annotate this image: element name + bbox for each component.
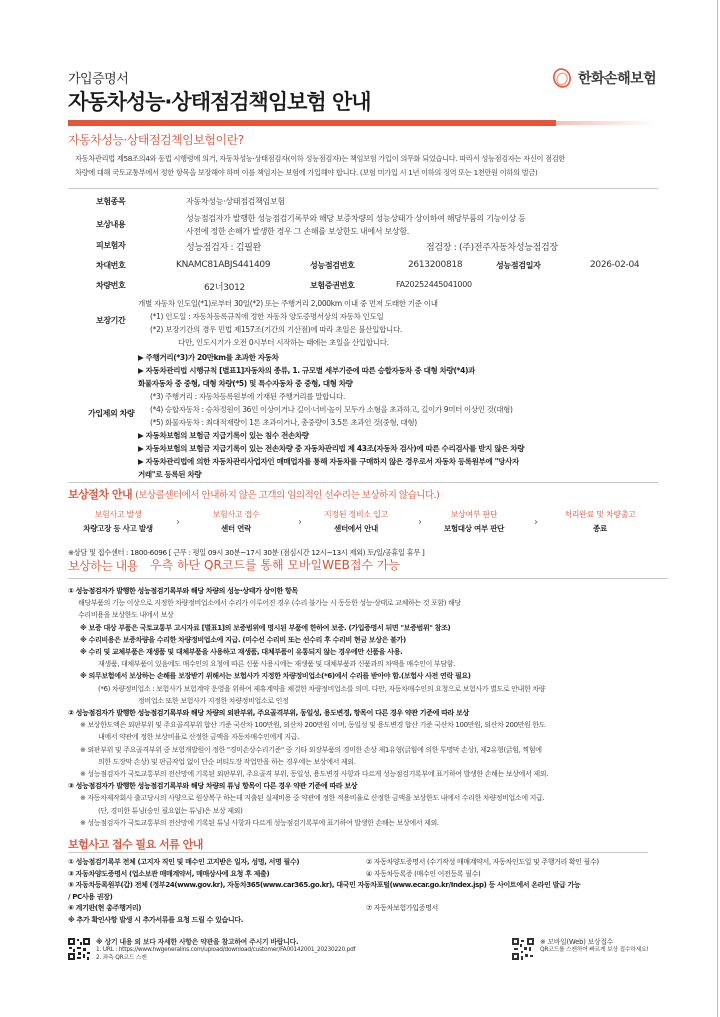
step-title: 보상여부 판단 (450, 510, 498, 519)
comp-line: ※ 보증 대상 부품은 국토교통부 고시자료 [별표1]의 보증범위에 명시된 부품에 한하여 보증. (가입증명서 뒤면 "보증범위" 참조) (80, 623, 451, 632)
doc-item: ⑤ 자동차등록원부(갑) 전체 (정부24(www.gov.kr), 자동차365(www.car365.go.kr), 대국민 자동차포털(www.ecar.go.kr/Index.jsp) 등 사이트에서 온라인 발급 가능 (68, 881, 581, 890)
doc-item: ⑥ 계기판(현 총주행거리) (68, 904, 142, 913)
comp-line: 정비업소 또한 보험사가 지정한 차량정비업소로 인정 (138, 696, 289, 705)
comp-line: 수리비용을 보상한도 내에서 보상 (78, 611, 174, 620)
comp-line: ※ 성능점검자가 국토교통부의 전산망에 기록된 튜닝 사항과 다르게 성능점검기록부에 표기하여 발생한 손해는 보상에서 제외. (80, 818, 439, 827)
step-sub: 차량고장 등 사고 발생 (83, 524, 153, 533)
footer-mobile (512, 938, 649, 960)
value-inspection-no: 2613200818 (408, 260, 463, 270)
qr-note: 우측 하단 QR코드를 통해 모바일WEB접수 가능 (150, 558, 401, 572)
chevron-right-icon: › (534, 517, 538, 528)
label-policy-no: 보험증권번호 (310, 281, 355, 290)
footer-qr-hint: 2. 좌측 QR코드 스캔 (96, 955, 147, 961)
procedure-title: 보상절차 안내 (68, 488, 133, 501)
doc-item: ② 자동차양도증명서 (수기작성 매매계약서, 자동차인도일 및 주행거리 확인 필수) (366, 858, 599, 866)
step-sub: 종료 (593, 524, 607, 533)
exclusion-line: 거래"로 등록된 차량 (138, 470, 202, 479)
header-accent-fade (556, 121, 656, 125)
value-plate: 62너3012 (204, 283, 245, 293)
chevron-right-icon: › (418, 517, 422, 528)
procedure-note: (보상콜센터에서 안내하지 않은 고객의 임의적인 선수리는 보상하지 않습니다.) (135, 490, 440, 501)
footer-terms (68, 938, 355, 962)
header-accent-bar (68, 120, 556, 126)
label-inspection-no: 성능점검번호 (310, 261, 355, 270)
period-line: 개별 자동차 인도일(*1)로부터 30일(*2) 또는 주행거리 2,000km 이내 중 먼저 도래한 기준 이내 (138, 299, 438, 308)
exclusion-line: 화물자동차 중 중형, 대형 차량(*5) 및 특수자동차 중 중형, 대형 차량 (138, 379, 353, 388)
step-4 (424, 509, 524, 534)
divider (68, 482, 658, 483)
footer-terms-text (96, 938, 355, 962)
doc-row (68, 903, 668, 915)
documents-list (68, 857, 668, 927)
value-inspection-date: 2026-02-04 (590, 260, 640, 270)
comp-line: ③ 성능점검자가 발행한 성능점검기록부와 해당 차량의 튜닝 항목이 다른 경우 약관 기준에 따라 보상 (68, 782, 358, 791)
exclusion-line: ▶ 자동차보험의 보험금 지급기록이 있는 침수 전손차량 (138, 431, 309, 440)
exclusion-line: (*3) 주행거리 : 자동차등록원부에 기재된 주행거리를 말합니다. (150, 392, 345, 401)
intro-line: 자동차관리법 제58조의4와 동법 시행령에 의거, 자동차성능·상태점검자(이하 성능점검자)는 책임보험 가입이 의무화 되었습니다. 따라서 성능점검자는 자신이 점검한 (75, 154, 566, 163)
intro-text (75, 152, 665, 180)
exclusion-line: ▶ 자동차보험의 보험금 지급기록이 있는 전손차량 중 자동차관리법 제 43조(자동차 검사)에 따른 수리검사를 받지 않은 차량 (138, 444, 525, 453)
comp-line: ※ 수리 및 교체부품은 재생품 및 대체부품을 사용하고 재생품, 대체부품이 유통되지 않는 경우에만 신품을 사용. (80, 648, 403, 657)
step-1 (68, 509, 168, 534)
exclusion-line: ▶ 자동차관리법 시행규칙 [별표1]자동차의 종류, 1. 규모별 세부기준에 따른 승합자동차 중 대형 차량(*4)과 (138, 366, 475, 375)
comp-line: ※ 성능점검자가 국토교통부의 전산망에 기록된 외판부위, 주요골격 부위, 동일성, 용도변경 사항과 다르게 성능점검기록부에 표기하여 발생한 손해는 보상에서 제외. (80, 770, 549, 779)
label-product: 보험종목 (96, 197, 126, 206)
label-exclusion: 가입제외 차량 (88, 409, 135, 418)
doc-row (68, 857, 668, 869)
comp-line: ※ 자동차제작회사 출고당시의 사양으로 원상복구 하는데 지출된 실제비용 중 약관에 정한 적용비율로 산정한 금액을 보상한도 내에서 수리한 차량정비업소에 지급. (80, 794, 545, 803)
divider (68, 852, 648, 853)
label-inspection-date: 성능점검일자 (496, 261, 541, 270)
scan-edge (717, 0, 718, 1017)
doc-row (68, 869, 668, 881)
contact-center: ※상담 및 접수센터 : 1800-6096 [ 근무 : 평일 09시 30분~17시 30분 (점심시간 12시~13시 제외) 토/일/공휴일 휴무 ] (68, 548, 425, 557)
step-title: 보험사고 발생 (94, 510, 142, 519)
step-2 (186, 509, 286, 534)
label-coverage: 보상내용 (96, 220, 126, 229)
chevron-right-icon: › (176, 517, 180, 528)
period-line: 다만, 인도시기가 오전 0시부터 시작하는 때에는 초일을 산입합니다. (178, 338, 389, 347)
intro-heading: 자동차성능·상태점검책임보험이란? (68, 133, 244, 147)
value-coverage (186, 212, 526, 238)
comp-line: ※ 외판부위 및 주요골격부위 중 보험개발원이 정한 "경미손상수리기준" 중 기타 외장부품의 경미한 손상 제1유형(긁힘에 의한 투명막 손상), 제2유형(긁힘, 찍힘에 (80, 745, 542, 754)
intro-line: 차량에 대해 국토교통부에서 정한 항목을 보장해야 하며 이를 책임지는 보험에 가입해야 합니다. (보험 미가입 시 1년 이하의 징역 또는 1천만원 이하의 벌금) (75, 168, 538, 177)
step-title: 보험사고 접수 (212, 510, 260, 519)
comp-line: ※ 보상한도액은 외판부위 및 주요골격부위 합산 기준 국산차 100만원, 외산차 200만원 이며, 동일성 및 용도변경 합산 기준 국산차 100만원, 외산차 200만원 한도 (80, 721, 546, 730)
period-text (138, 297, 438, 349)
company-name: 한화손해보험 (578, 71, 657, 87)
comp-line: ※ 의무보험에서 보상하는 손해를 보장받기 위해서는 보험사가 지정한 차량정비업소(*6)에서 수리를 받아야 함.(보험사 사전 연락 필요) (80, 672, 471, 681)
doc-note: ※ 추가 확인사항 발생 시 추가서류를 요청 드릴 수 있습니다. (68, 915, 244, 924)
label-vin: 차대번호 (96, 261, 126, 270)
terms-url-link[interactable]: 1. URL : https://www.hwgeneralins.com/upload/download/customer/FA00142001_20230220.pdf (96, 947, 356, 953)
exclusion-line: (*4) 승합자동차 : 승차정원이 36인 이상이거나 길이·너비·높이 모두가 소형을 초과하고, 길이가 9미터 이상인 것(대형) (150, 405, 513, 414)
comp-line: ① 성능점검자가 발행한 성능점검기록부와 해당 차량의 성능·상태가 상이한 항목 (68, 587, 298, 595)
qr-code-icon[interactable] (68, 938, 90, 960)
footer-terms-title: ※ 상기 내용 외 보다 자세한 사항은 약관을 참고하여 주시기 바랍니다. (96, 938, 299, 946)
compensation-heading: 보상하는 내용 (68, 559, 138, 573)
step-title: 처리완료 및 차량출고 (564, 510, 636, 519)
qr-code-icon[interactable] (512, 938, 534, 960)
exclusion-line: ▶ 주행거리(*3)가 20만km를 초과한 자동차 (138, 353, 279, 362)
company-logo (552, 68, 656, 88)
footer-mobile-title: ※ 모바일(Web) 보상접수 (540, 938, 614, 946)
value-product: 자동차성능·상태점검책임보험 (186, 197, 285, 206)
step-sub: 센터에서 안내 (334, 524, 378, 533)
step-3 (306, 509, 406, 534)
value-inspector: 성능점검자 : 김필완 (186, 243, 262, 253)
label-period: 보장기간 (96, 316, 126, 325)
value-vin: KNAMC81ABJS441409 (176, 260, 271, 270)
divider (68, 578, 668, 579)
comp-line: 재생품, 대체부품이 있음에도 매수인의 요청에 따른 신품 사용시에는 재생품 및 대체부품과 신품과의 차액을 매수인이 부담함. (98, 660, 456, 669)
exclusion-line: ▶ 자동차관리법에 의한 자동차관리사업자인 매매업자를 통해 자동차를 구매하지 않은 경우로서 자동차 등록원부에 "당사자 (138, 457, 519, 466)
value-station: 점검장 : (주)전주자동차성능점검장 (426, 243, 558, 253)
step-sub: 센터 연락 (220, 524, 252, 533)
exclusion-text (138, 351, 658, 481)
compensation-body (68, 585, 668, 829)
divider (68, 188, 658, 189)
chevron-right-icon: › (298, 517, 302, 528)
footer-mobile-text (540, 938, 649, 960)
procedure-steps (68, 509, 658, 539)
comp-line: 의한 도장막 손상) 및 판금작업 없이 단순 퍼티도장 작업만을 하는 경우에는 보상에서 제외. (98, 757, 356, 766)
comp-line: 해당부품의 기능 이상으로 지정한 차량정비업소에서 수리가 이루어진 경우 (수리 불가능 시 동등한 성능·상태로 교체하는 것 포함) 해당 (78, 599, 461, 608)
doc-item: / PC사용 권장) (68, 892, 113, 901)
footer-mobile-sub: QR코드를 스캔하여 빠르게 보상 접수하세요! (540, 947, 649, 953)
comp-line: (*6) 차량정비업소 : 보험사가 보험계약 운영을 위하여 제휴계약을 체결한 차량정비업소를 의미. 다만, 자동차매수인의 요청으로 보험사가 별도로 안내한 차량 (98, 684, 546, 693)
doc-item: ③ 자동차양도증명서 (업소보관 매매계약서, 매매상사에 요청 후 제출) (68, 869, 270, 878)
label-insured: 피보험자 (96, 241, 126, 250)
comp-line: ※ 수리비용은 보증차량을 수리한 차량정비업소에 지급. (미수선 수리비 또는 선수리 후 수리비 현금 보상은 불가) (80, 635, 406, 644)
step-5 (544, 509, 656, 534)
document-title: 자동차성능·상태점검책임보험 안내 (68, 90, 371, 114)
exclusion-line: (*5) 화물자동차 : 최대적재량이 1톤 초과이거나, 총중량이 3.5톤 초과인 것(중형, 대형) (150, 418, 417, 427)
label-plate: 차량번호 (96, 281, 126, 290)
comp-line: 내에서 약관에 정한 보상비율로 산정한 금액을 자동차매수인에게 지급. (98, 733, 299, 742)
coverage-line: 성능점검자가 발행한 성능점검기록부와 해당 보증차량의 성능상태가 상이하여 해당부품의 기능이상 등 (186, 214, 526, 223)
comp-line: ② 성능점검자가 발행한 성능점검기록부와 해당 차량의 외판부위, 주요골격부위, 동일성, 용도변경, 항목이 다른 경우 약관 기준에 따라 보상 (68, 709, 469, 718)
doc-item: ⑦ 자동차보험가입증명서 (366, 904, 438, 913)
step-title: 지정된 정비소 입고 (324, 510, 388, 519)
doc-item: ④ 자동차등록증 (매수인 이전등록 필수) (366, 869, 481, 878)
period-line: (*1) 인도일 : 자동차등록규칙에 정한 자동차 양도증명서상의 자동차 인도일 (150, 312, 384, 321)
hanwha-logo-icon (552, 68, 572, 88)
period-line: (*2) 보장기간의 경우 민법 제157조(기간의 기산점)에 따라 초일은 불산입합니다. (150, 325, 403, 334)
step-sub: 보험대상 여부 판단 (443, 524, 505, 533)
documents-heading: 보험사고 접수 필요 서류 안내 (68, 838, 203, 851)
doc-item: ① 성능점검기록부 전체 (고지자 직인 및 매수인 고지받은 일자, 성명, 서명 필수) (68, 858, 300, 866)
value-policy-no: FA20252445041000 (396, 280, 472, 289)
comp-line: (단, 경미한 튜닝(승인 필요없는 튜닝)은 보상 제외) (98, 806, 243, 815)
coverage-line: 사전에 정한 손해가 발생한 경우 그 손해를 보상한도 내에서 보상함. (186, 227, 409, 236)
document-subtitle: 가입증명서 (68, 72, 129, 87)
procedure-heading (68, 486, 439, 502)
